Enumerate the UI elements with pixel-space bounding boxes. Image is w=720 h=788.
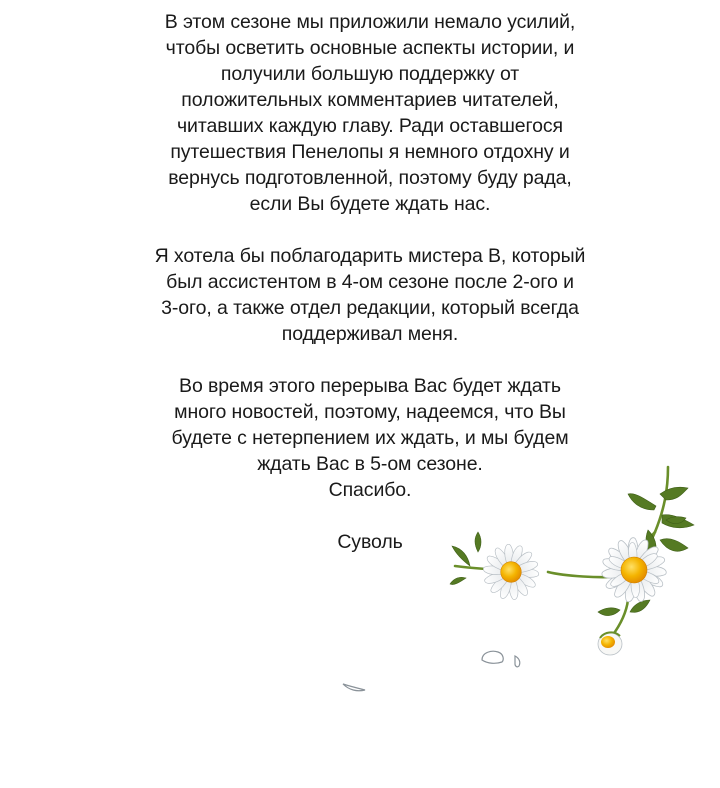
text-line: получили большую поддержку от (220, 63, 520, 85)
text-line: положительных комментариев читателей, (181, 89, 559, 111)
signature-text: Суволь (337, 531, 403, 553)
signature (0, 529, 720, 555)
text-line: чтобы осветить основные аспекты истории, и (165, 37, 575, 59)
text-line: читавших каждую главу. Ради оставшегося (177, 115, 563, 137)
petal-icon (343, 651, 520, 690)
daisy-bud-icon (598, 632, 622, 655)
text-line: Во время этого перерыва Вас будет ждать (179, 375, 561, 397)
text-line: путешествия Пенелопы я немного отдохну и (170, 141, 570, 163)
paragraph-1 (0, 9, 720, 217)
text-line: поддерживал меня. (281, 323, 459, 345)
letter-text (0, 9, 720, 555)
text-line: много новостей, поэтому, надеемся, что Вы (174, 401, 566, 423)
text-line: был ассистентом в 4-ом сезоне после 2-ого и (166, 271, 574, 293)
thanks-line: Спасибо. (328, 479, 412, 501)
paragraph-3 (0, 373, 720, 503)
text-line: если Вы будете ждать нас. (249, 193, 491, 215)
text-line: вернусь подготовленной, поэтому буду рада, (168, 167, 572, 189)
text-line: будете с нетерпением их ждать, и мы будем (171, 427, 569, 449)
paragraph-2 (0, 243, 720, 347)
text-line: Я хотела бы поблагодарить мистера В, который (154, 245, 586, 267)
text-line: ждать Вас в 5-ом сезоне. (257, 453, 483, 475)
text-line: В этом сезоне мы приложили немало усилий, (164, 11, 576, 33)
text-line: 3-ого, а также отдел редакции, который всегда (161, 297, 579, 319)
